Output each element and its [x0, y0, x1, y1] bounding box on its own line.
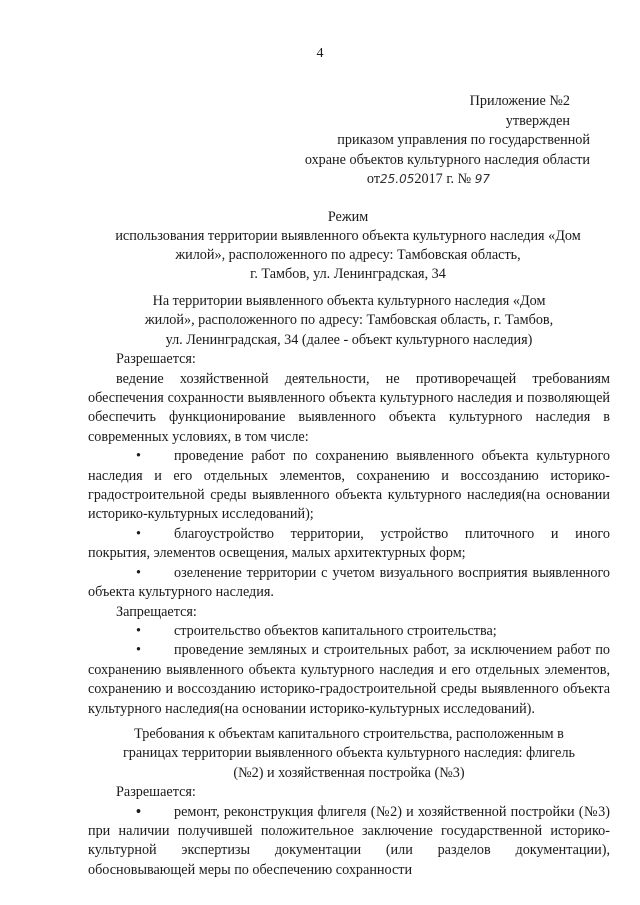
intro-line-1: На территории выявленного объекта культурного наследия «Дом [152, 293, 546, 309]
intro-line-2: жилой», расположенного по адресу: Тамбовская область, г. Тамбов, [144, 312, 554, 329]
document-title [88, 208, 608, 284]
allowed-heading-2: Разрешается: [116, 784, 196, 801]
allowed-item-2 [88, 525, 610, 564]
prohibited-item-2-text: проведение земляных и строительных работ, за исключением работ по сохранению выявленного объекта культурного наследия и его отдельных элементов, сохранению и воссозданию историко-градостроительной среды выявленного объекта культурного наследия(на основании историко-культурных исследований). [88, 642, 610, 717]
intro-line-3: ул. Ленинградская, 34 (далее - объект культурного наследия) [165, 331, 533, 348]
approval-block [250, 92, 590, 190]
title-line-1: использования территории выявленного объекта культурного наследия «Дом [115, 228, 581, 244]
prohibited-item-2 [88, 641, 610, 719]
date-prefix: от [366, 171, 381, 187]
bullet-icon: • [136, 525, 141, 542]
requirements-line-3: (№2) и хозяйственная постройка (№3) [233, 764, 465, 781]
handwritten-date: 25.05 [380, 172, 415, 186]
title-line-3: г. Тамбов, ул. Ленинградская, 34 [250, 266, 446, 282]
allowed-heading: Разрешается: [116, 351, 196, 368]
allowed-item-1-text: проведение работ по сохранению выявленного объекта культурного наследия и его отдельных элементов, сохранению и воссозданию историко-градостроительной среды выявленного объекта культурного наследия(на основании историко-культурных исследований); [88, 448, 610, 523]
requirements-line-1: Требования к объектам капитального строительства, расположенным в [134, 725, 564, 742]
repair-item [88, 803, 610, 881]
bullet-icon: • [136, 564, 141, 581]
page-number: 4 [316, 46, 324, 61]
activity-paragraph: ведение хозяйственной деятельности, не противоречащей требованиям обеспечения сохранности выявленного объекта культурного наследия и позволяющей обеспечить функционирование выявленного объекта культурного наследия в современных условиях, в том числе: [88, 370, 610, 445]
approval-date [250, 170, 590, 190]
prohibited-item-1-text: строительство объектов капитального строительства; [174, 622, 497, 639]
handwritten-number: 97 [474, 172, 490, 186]
approval-approved: утвержден [505, 112, 570, 129]
document-body [88, 292, 610, 880]
prohibited-heading: Запрещается: [116, 603, 197, 620]
approval-authority: охране объектов культурного наследия области [304, 151, 590, 168]
approval-appendix: Приложение №2 [469, 93, 570, 109]
allowed-item-1 [88, 447, 610, 525]
prohibited-item-1 [88, 622, 610, 641]
title-heading: Режим [327, 209, 369, 225]
allowed-item-3-text: озеленение территории с учетом визуального восприятия выявленного объекта культурного наследия. [88, 564, 610, 601]
repair-item-text: ремонт, реконструкция флигеля (№2) и хозяйственной постройки (№3) при наличии получившей положительное заключение государственной историко-культурной экспертизы документации (или разделов документации), обосновывающей меры по обеспечению сохранности [88, 803, 610, 878]
bullet-icon: • [136, 622, 141, 639]
bullet-icon: • [136, 642, 141, 659]
allowed-item-3 [88, 564, 610, 603]
requirements-line-2: границах территории выявленного объекта культурного наследия: флигель [122, 745, 576, 762]
approval-order: приказом управления по государственной [337, 132, 590, 148]
bullet-icon: • [136, 803, 141, 820]
date-year: 2017 г. № [414, 171, 472, 187]
bullet-icon: • [136, 448, 141, 465]
allowed-item-2-text: благоустройство территории, устройство плиточного и иного покрытия, элементов освещения, малых архитектурных форм; [88, 525, 610, 562]
title-line-2: жилой», расположенного по адресу: Тамбовская область, [175, 247, 521, 263]
